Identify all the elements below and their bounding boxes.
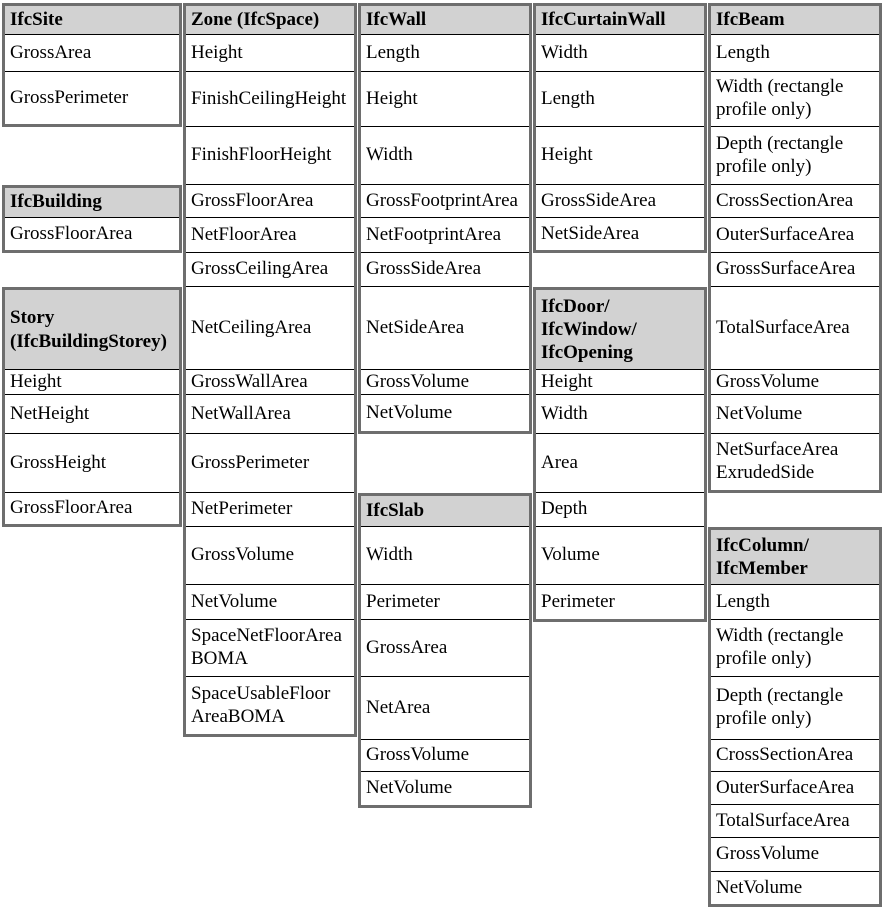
- table-row: GrossWallArea: [186, 370, 354, 395]
- header-line: IfcWindow/: [541, 318, 637, 340]
- table-header: IfcSlab: [361, 496, 529, 527]
- table-row: SpaceUsableFloor AreaBOMA: [191, 682, 331, 727]
- table-row: Width (rectangle profile only): [711, 620, 879, 677]
- table-row: Length: [361, 35, 529, 72]
- table-row: GrossCeilingArea: [186, 253, 354, 287]
- table-row: GrossVolume: [186, 527, 354, 585]
- table-header: [536, 290, 704, 370]
- table-row: GrossPerimeter: [186, 434, 354, 493]
- table-row: Height: [536, 127, 704, 185]
- table-row: GrossSideArea: [536, 185, 704, 218]
- table-row: OuterSurfaceArea: [711, 772, 879, 805]
- table-row: GrossSurfaceArea: [711, 253, 879, 287]
- header-line: IfcDoor/: [541, 295, 610, 317]
- table-row: CrossSectionArea: [711, 740, 879, 772]
- table-row: GrossArea: [5, 35, 179, 72]
- table-row: Volume: [536, 527, 704, 585]
- table-row: GrossFloorArea: [186, 185, 354, 218]
- table-ifcdoor-window-opening: [533, 287, 707, 622]
- table-row: Length: [711, 585, 879, 620]
- table-row: Depth (rectangle profile only): [711, 677, 879, 740]
- table-row: GrossVolume: [711, 838, 879, 872]
- table-row: NetFootprintArea: [361, 218, 529, 253]
- table-ifcsite: [2, 3, 182, 127]
- table-header: IfcBeam: [711, 6, 879, 35]
- header-line: IfcMember: [716, 558, 808, 579]
- table-ifcslab: [358, 493, 532, 808]
- table-row: GrossFloorArea: [10, 222, 133, 244]
- table-row: NetVolume: [716, 876, 803, 898]
- table-row: Height: [186, 35, 354, 72]
- table-header: [5, 290, 179, 370]
- table-row: NetHeight: [5, 395, 179, 434]
- header-line: Story: [10, 307, 55, 329]
- table-row: OuterSurfaceArea: [711, 218, 879, 253]
- table-row: NetSurfaceArea ExrudedSide: [716, 439, 839, 483]
- table-row: NetVolume: [186, 585, 354, 620]
- table-row: Depth (rectangle profile only): [711, 127, 879, 185]
- table-row: NetVolume: [366, 401, 453, 423]
- table-row: GrossVolume: [711, 370, 879, 395]
- table-row: Height: [536, 370, 704, 395]
- table-row: Height: [361, 72, 529, 127]
- table-row: Length: [536, 72, 704, 127]
- table-row: NetPerimeter: [186, 493, 354, 527]
- table-header: IfcBuilding: [5, 188, 179, 218]
- table-row: FinishFloorHeight: [186, 127, 354, 185]
- table-row: GrossVolume: [361, 740, 529, 772]
- table-row: Area: [536, 434, 704, 493]
- table-row: GrossVolume: [361, 370, 529, 395]
- table-row: Perimeter: [541, 590, 615, 612]
- table-row: Height: [5, 370, 179, 395]
- table-row: TotalSurfaceArea: [711, 287, 879, 370]
- table-header: IfcSite: [5, 6, 179, 35]
- table-ifccurtainwall: [533, 3, 707, 253]
- table-row: GrossArea: [361, 620, 529, 677]
- table-row: TotalSurfaceArea: [711, 805, 879, 838]
- table-ifcbuilding: [2, 185, 182, 253]
- table-row: CrossSectionArea: [711, 185, 879, 218]
- table-ifcbeam: [708, 3, 882, 493]
- header-line: (IfcBuildingStorey): [10, 330, 167, 352]
- table-row: GrossHeight: [5, 434, 179, 493]
- table-ifcwall: [358, 3, 532, 434]
- table-header: [711, 530, 879, 585]
- table-row: FinishCeilingHeight: [186, 72, 354, 127]
- header-line: IfcColumn/: [716, 534, 809, 556]
- table-row: Width: [361, 127, 529, 185]
- table-row: Depth: [536, 493, 704, 527]
- table-row: GrossFloorArea: [10, 497, 133, 519]
- table-header: IfcWall: [361, 6, 529, 35]
- table-row: NetFloorArea: [186, 218, 354, 253]
- table-row: SpaceNetFloorArea BOMA: [186, 620, 354, 677]
- header-line: IfcOpening: [541, 342, 633, 364]
- table-row: NetArea: [361, 677, 529, 740]
- table-row: NetVolume: [366, 777, 453, 799]
- table-row: Width: [536, 35, 704, 72]
- table-row: NetSideArea: [361, 287, 529, 370]
- table-row: NetVolume: [711, 395, 879, 434]
- table-row: NetWallArea: [186, 395, 354, 434]
- table-story: [2, 287, 182, 527]
- table-header: IfcCurtainWall: [536, 6, 704, 35]
- table-row: NetSideArea: [541, 222, 640, 244]
- table-header: Zone (IfcSpace): [186, 6, 354, 35]
- table-row: GrossSideArea: [361, 253, 529, 287]
- table-row: Length: [711, 35, 879, 72]
- table-row: Perimeter: [361, 585, 529, 620]
- table-row: Width: [361, 527, 529, 585]
- table-ifccolumn-member: [708, 527, 882, 907]
- table-row: GrossPerimeter: [10, 86, 129, 108]
- table-zone: [183, 3, 357, 737]
- table-row: Width: [536, 395, 704, 434]
- table-row: Width (rectangle profile only): [711, 72, 879, 127]
- table-row: NetCeilingArea: [186, 287, 354, 370]
- table-row: GrossFootprintArea: [361, 185, 529, 218]
